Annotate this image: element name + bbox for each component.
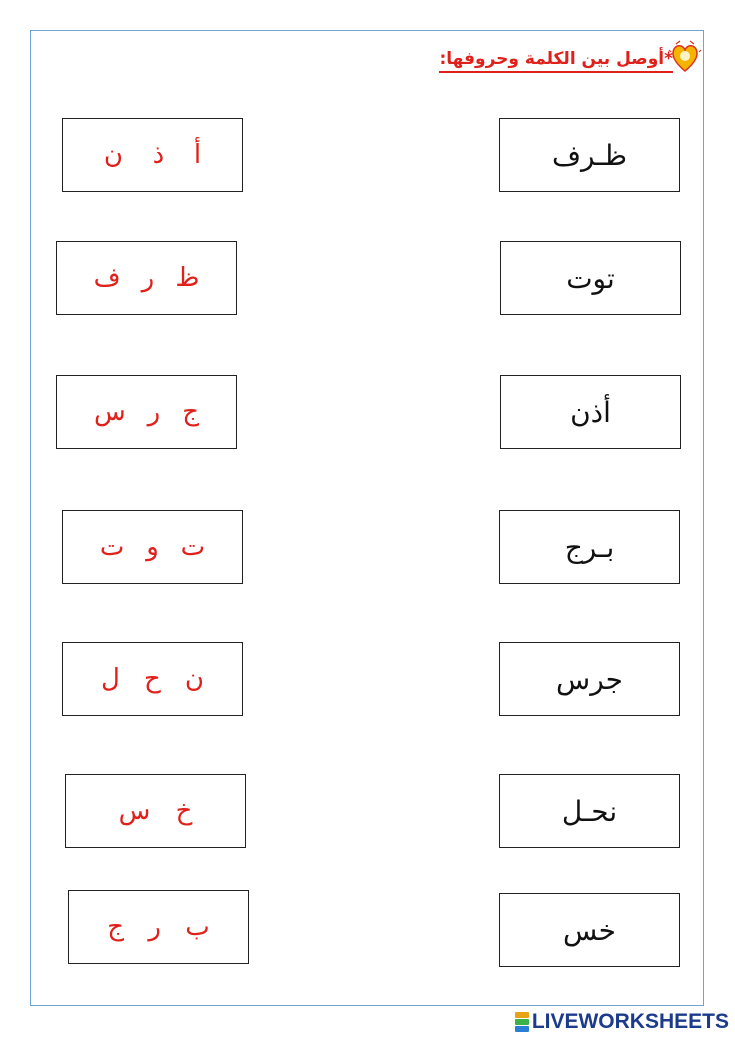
letter: ر	[147, 397, 161, 427]
letter: و	[146, 532, 159, 562]
letter: س	[118, 796, 151, 826]
word-text: ظـرف	[552, 138, 627, 172]
word-box-4[interactable]	[499, 510, 680, 584]
letters-box-7[interactable]	[68, 890, 249, 964]
letter: ذ	[152, 140, 165, 170]
letter: س	[93, 397, 126, 427]
word-text: أذن	[570, 395, 611, 429]
word-box-6[interactable]	[499, 774, 680, 848]
word-text: توت	[566, 261, 615, 295]
letters-box-3[interactable]	[56, 375, 237, 449]
letter: ف	[93, 263, 121, 293]
word-text: خس	[562, 913, 616, 947]
letter: ن	[184, 664, 204, 694]
letter: ن	[103, 140, 123, 170]
teacher-logo-icon	[668, 40, 702, 74]
letter: ح	[143, 664, 161, 694]
word-text: نحـل	[561, 794, 618, 828]
word-box-5[interactable]	[499, 642, 680, 716]
footer-brand: LIVEWORKSHEETS	[531, 1010, 729, 1033]
letter: ل	[101, 664, 120, 694]
letters-box-4[interactable]	[62, 510, 243, 584]
letter: ج	[182, 397, 199, 427]
word-box-2[interactable]	[500, 241, 681, 315]
letters-box-2[interactable]	[56, 241, 237, 315]
word-text: بـرج	[564, 530, 615, 564]
letter: ر	[141, 263, 155, 293]
letter: خ	[175, 796, 193, 826]
letters-box-6[interactable]	[65, 774, 246, 848]
letter: ج	[107, 912, 124, 942]
letters-box-1[interactable]	[62, 118, 243, 192]
letter: ت	[180, 532, 206, 562]
word-box-3[interactable]	[500, 375, 681, 449]
word-box-1[interactable]	[499, 118, 680, 192]
word-text: جرس	[556, 662, 623, 696]
letter: ب	[185, 912, 210, 942]
letter: أ	[193, 140, 202, 170]
letters-box-5[interactable]	[62, 642, 243, 716]
letter: ظ	[175, 263, 200, 293]
liveworksheets-footer	[515, 1010, 729, 1034]
liveworksheets-logo-icon	[515, 1012, 529, 1032]
letter: ت	[99, 532, 125, 562]
word-box-7[interactable]	[499, 893, 680, 967]
letter: ر	[148, 912, 161, 942]
instruction-title: *أوصل بين الكلمة وحروفها:	[439, 48, 673, 73]
